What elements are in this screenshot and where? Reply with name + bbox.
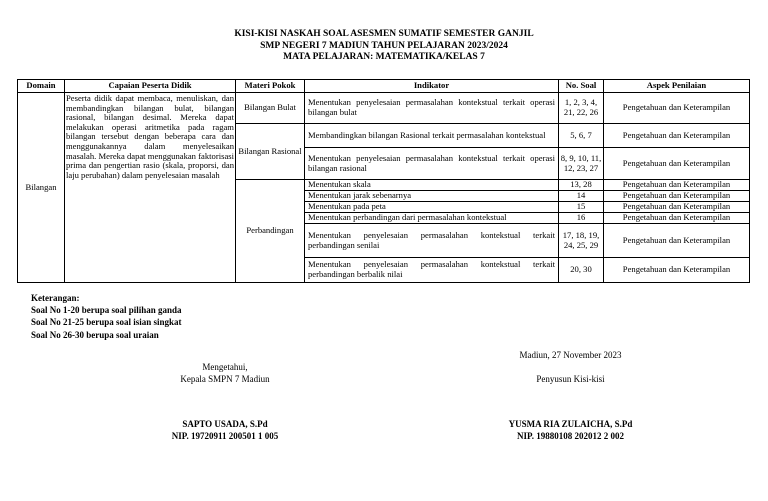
keterangan-section bbox=[31, 292, 182, 341]
header-title: KISI-KISI NASKAH SOAL ASESMEN SUMATIF SEMESTER GANJIL bbox=[234, 29, 534, 39]
kisi-kisi-table bbox=[17, 79, 750, 283]
aspek-cell: Pengetahuan dan Keterampilan bbox=[604, 93, 750, 124]
keterangan-item: Soal No 1-20 berupa soal pilihan ganda bbox=[31, 305, 182, 316]
indikator-cell: Menentukan perbandingan dari permasalahan kontekstual bbox=[305, 213, 559, 224]
aspek-cell: Pengetahuan dan Keterampilan bbox=[604, 202, 750, 213]
header-school: SMP NEGERI 7 MADIUN TAHUN PELAJARAN 2023/2024 bbox=[260, 40, 508, 51]
domain-cell: Bilangan bbox=[18, 93, 65, 283]
kepala-sekolah-nip: NIP. 19720911 200501 1 005 bbox=[171, 431, 279, 441]
no-soal-cell: 1, 2, 3, 4, 21, 22, 26 bbox=[559, 93, 604, 124]
mengetahui-label: Mengetahui, bbox=[202, 362, 248, 372]
indikator-cell: Menentukan penyelesaian permasalahan kontekstual terkait perbandingan berbalik nilai bbox=[305, 258, 559, 283]
kepala-sekolah-name: SAPTO USADA, S.Pd bbox=[182, 419, 268, 429]
penyusun-nip: NIP. 19880108 202012 2 002 bbox=[517, 431, 624, 441]
column-header-indikator: Indikator bbox=[305, 80, 559, 93]
indikator-cell: Menentukan jarak sebenarnya bbox=[305, 191, 559, 202]
aspek-cell: Pengetahuan dan Keterampilan bbox=[604, 224, 750, 258]
no-soal-cell: 13, 28 bbox=[559, 180, 604, 191]
header-subject: MATA PELAJARAN: MATEMATIKA/KELAS 7 bbox=[283, 52, 485, 62]
aspek-cell: Pengetahuan dan Keterampilan bbox=[604, 148, 750, 180]
right-signature-date: Madiun, 27 November 2023 bbox=[519, 350, 622, 360]
keterangan-item: Soal No 26-30 berupa soal uraian bbox=[31, 329, 159, 340]
table-row bbox=[18, 93, 750, 124]
indikator-cell: Menentukan pada peta bbox=[305, 202, 559, 213]
kepala-sekolah-label: Kepala SMPN 7 Madiun bbox=[180, 374, 270, 384]
indikator-cell: Menentukan penyelesaian permasalahan kontekstual terkait operasi bilangan bulat bbox=[305, 93, 559, 124]
no-soal-cell: 15 bbox=[559, 202, 604, 213]
indikator-cell: Membandingkan bilangan Rasional terkait permasalahan kontekstual bbox=[305, 124, 559, 148]
column-header-capaian: Capaian Peserta Didik bbox=[65, 80, 236, 93]
no-soal-cell: 17, 18, 19, 24, 25, 29 bbox=[559, 224, 604, 258]
column-header-materi: Materi Pokok bbox=[236, 80, 305, 93]
materi-cell: Perbandingan bbox=[236, 180, 305, 283]
aspek-cell: Pengetahuan dan Keterampilan bbox=[604, 180, 750, 191]
aspek-cell: Pengetahuan dan Keterampilan bbox=[604, 191, 750, 202]
capaian-cell: Peserta didik dapat membaca, menuliskan, dan membandingkan bilangan bulat, bilangan rasional, bilangan desimal. Mereka dapat melakukan operasi aritmetika pada ragam bilangan tersebut dengan beberapa cara dan menggunakannya dalam menyelesaikan masalah. Mereka dapat menggunakan faktorisasi prima dan pengertian rasio (skala, proporsi, dan laju perubahan) dalam penyelesaian masalah bbox=[65, 93, 236, 283]
column-header-domain: Domain bbox=[18, 80, 65, 93]
column-header-aspek: Aspek Penilaian bbox=[604, 80, 750, 93]
no-soal-cell: 16 bbox=[559, 213, 604, 224]
indikator-cell: Menentukan skala bbox=[305, 180, 559, 191]
document-header bbox=[0, 29, 768, 64]
materi-cell: Bilangan Rasional bbox=[236, 124, 305, 180]
penyusun-label: Penyusun Kisi-kisi bbox=[536, 374, 605, 384]
right-signature-block bbox=[493, 418, 648, 442]
no-soal-cell: 5, 6, 7 bbox=[559, 124, 604, 148]
left-signature-block bbox=[150, 418, 300, 442]
aspek-cell: Pengetahuan dan Keterampilan bbox=[604, 213, 750, 224]
penyusun-name: YUSMA RIA ZULAICHA, S.Pd bbox=[508, 419, 633, 429]
materi-cell: Bilangan Bulat bbox=[236, 93, 305, 124]
aspek-cell: Pengetahuan dan Keterampilan bbox=[604, 258, 750, 283]
keterangan-item: Soal No 21-25 berupa soal isian singkat bbox=[31, 317, 182, 328]
keterangan-title: Keterangan: bbox=[31, 293, 80, 303]
table-header-row bbox=[18, 80, 750, 93]
column-header-no-soal: No. Soal bbox=[559, 80, 604, 93]
no-soal-cell: 20, 30 bbox=[559, 258, 604, 283]
indikator-cell: Menentukan penyelesaian permasalahan kontekstual terkait operasi bilangan rasional bbox=[305, 148, 559, 180]
left-signature-heading bbox=[150, 361, 300, 385]
indikator-cell: Menentukan penyelesaian permasalahan kontekstual terkait perbandingan senilai bbox=[305, 224, 559, 258]
no-soal-cell: 8, 9, 10, 11, 12, 23, 27 bbox=[559, 148, 604, 180]
no-soal-cell: 14 bbox=[559, 191, 604, 202]
aspek-cell: Pengetahuan dan Keterampilan bbox=[604, 124, 750, 148]
